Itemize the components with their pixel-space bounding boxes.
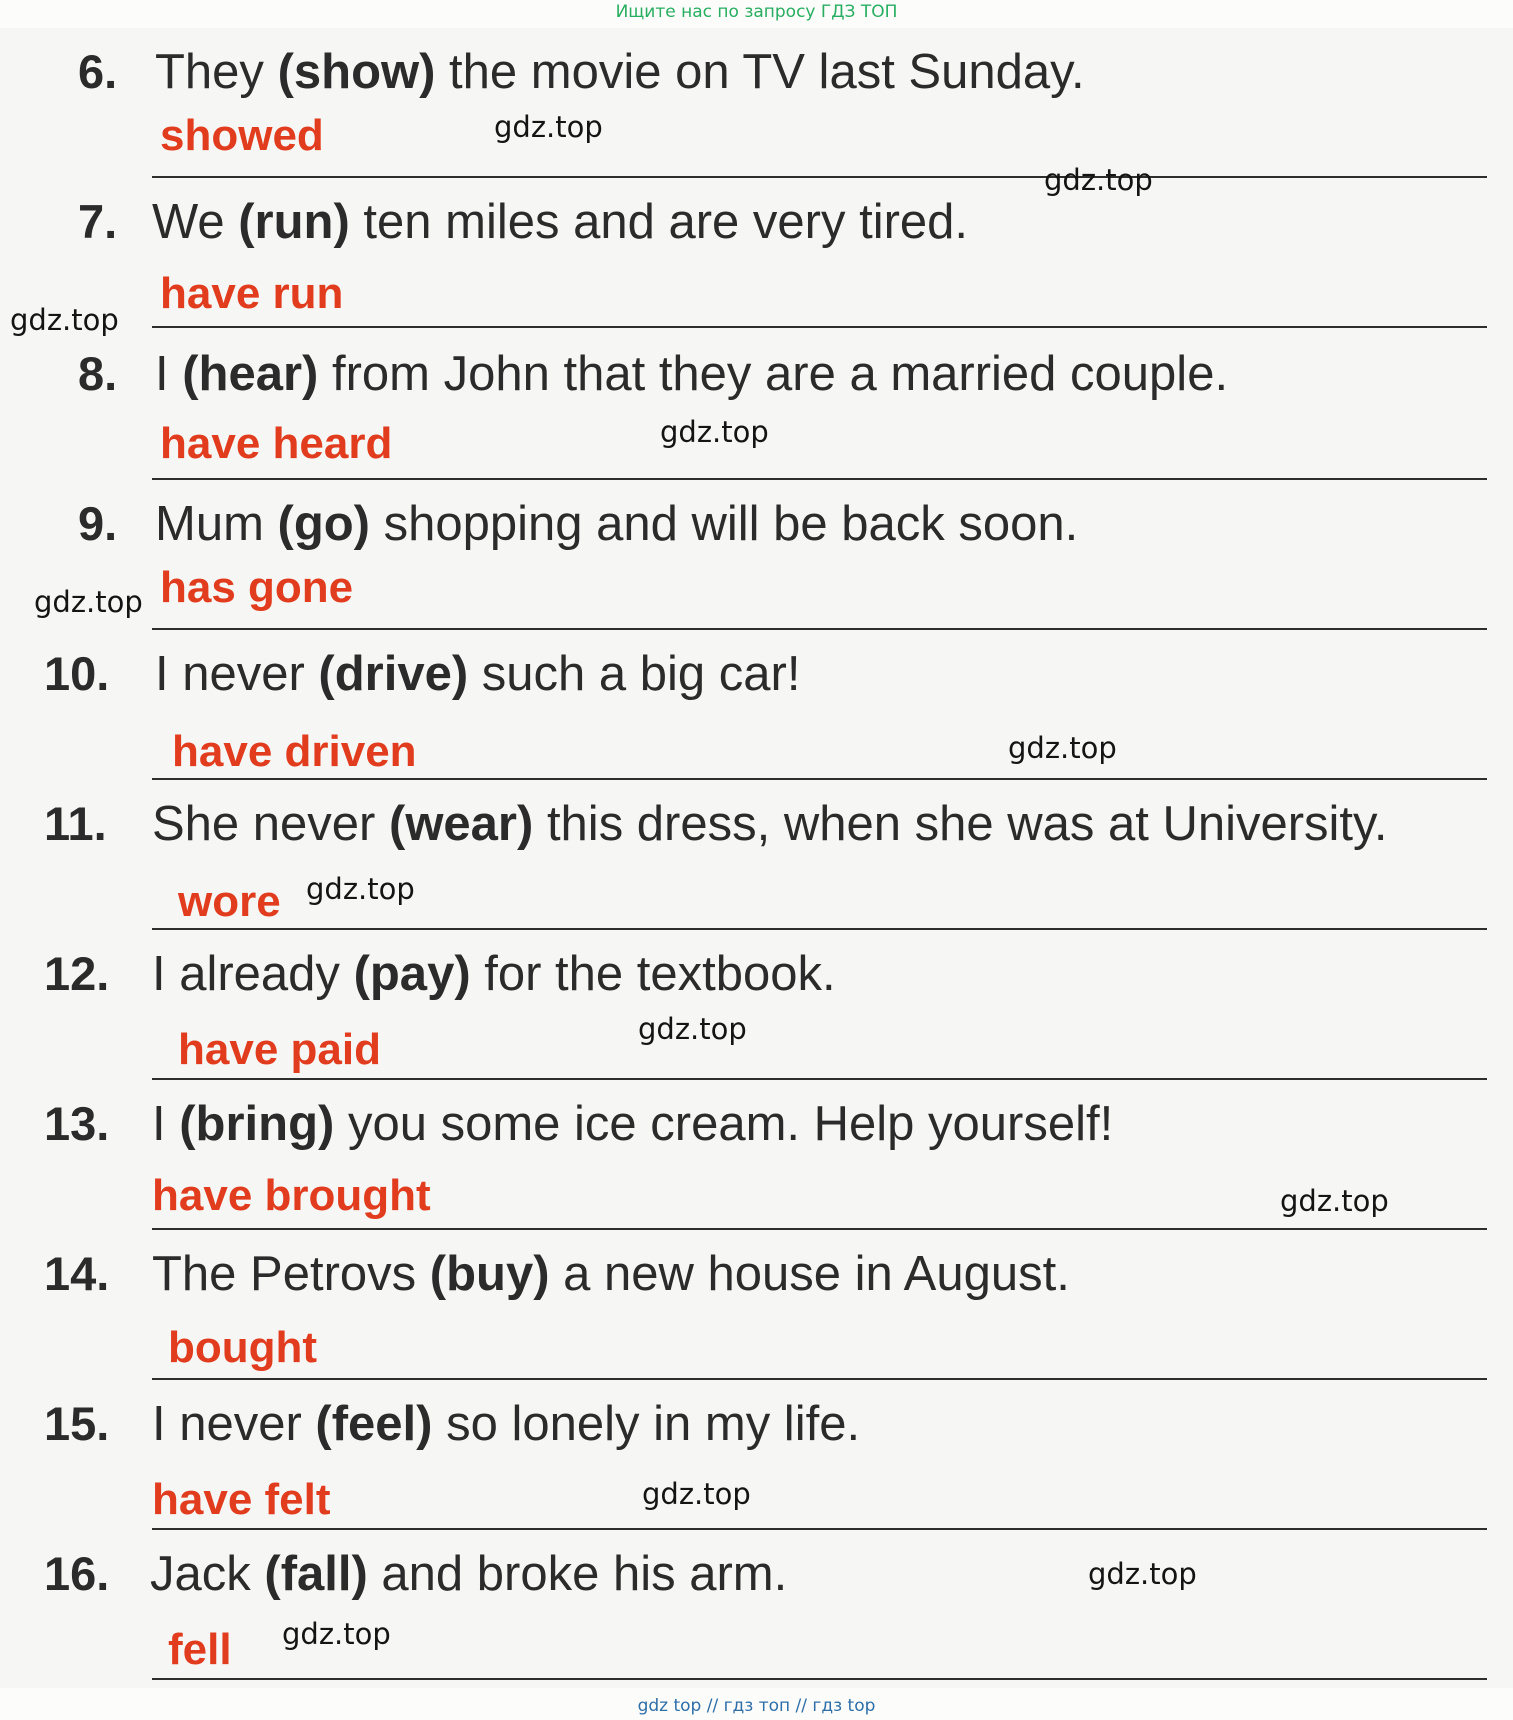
- answer-line: [152, 326, 1487, 328]
- sentence-end: the movie on TV last Sunday.: [435, 45, 1085, 99]
- verb-prompt: (run): [238, 195, 350, 249]
- answer-text: have driven: [172, 727, 417, 776]
- verb-prompt: (show): [277, 45, 436, 99]
- search-banner: Ищите нас по запросу ГДЗ ТОП: [615, 2, 898, 22]
- watermark: gdz.top: [494, 110, 603, 144]
- item-number: 12.: [44, 947, 110, 1000]
- answer-text: have felt: [152, 1475, 331, 1524]
- sentence-start: They: [155, 45, 278, 99]
- item-number: 14.: [44, 1247, 110, 1300]
- verb-prompt: (pay): [353, 947, 471, 1001]
- answer-line: [152, 778, 1487, 780]
- verb-prompt: (go): [277, 497, 370, 551]
- sentence-start: Mum: [155, 497, 278, 551]
- verb-prompt: (buy): [429, 1247, 550, 1301]
- item-number: 6.: [78, 45, 118, 98]
- item-sentence: [152, 947, 836, 1001]
- answer-text: have heard: [160, 419, 393, 468]
- answer-text: fell: [168, 1625, 232, 1674]
- sentence-start: I: [155, 347, 183, 401]
- sentence-start: Jack: [150, 1547, 265, 1601]
- item-number: 11.: [44, 797, 107, 850]
- item-sentence: [155, 347, 1229, 401]
- sentence-end: you some ice cream. Help yourself!: [334, 1097, 1114, 1151]
- item-sentence: [152, 1097, 1114, 1151]
- sentence-start: I already: [152, 947, 354, 1001]
- answer-text: has gone: [160, 563, 354, 612]
- item-number: 13.: [44, 1097, 110, 1150]
- sentence-start: I: [152, 1097, 180, 1151]
- answer-text: have brought: [152, 1171, 431, 1220]
- sentence-end: and broke his arm.: [367, 1547, 788, 1601]
- answer-text: wore: [178, 877, 281, 926]
- watermark: gdz.top: [10, 303, 119, 337]
- sentence-end: this dress, when she was at University.: [533, 797, 1388, 851]
- item-number: 7.: [78, 195, 118, 248]
- sentence-start: The Petrovs: [152, 1247, 430, 1301]
- answer-line: [152, 176, 1487, 178]
- sentence-end: a new house in August.: [549, 1247, 1070, 1301]
- sentence-start: She never: [152, 797, 389, 851]
- watermark: gdz.top: [1044, 163, 1153, 197]
- item-number: 8.: [78, 347, 118, 400]
- answer-line: [152, 478, 1487, 480]
- sentence-end: from John that they are a married couple.: [318, 347, 1229, 401]
- sentence-start: I never: [152, 1397, 316, 1451]
- sentence-end: shopping and will be back soon.: [370, 497, 1079, 551]
- answer-line: [152, 628, 1487, 630]
- verb-prompt: (wear): [389, 797, 534, 851]
- item-number: 16.: [44, 1547, 110, 1600]
- answer-line: [152, 1078, 1487, 1080]
- answer-text: have run: [160, 269, 344, 318]
- watermark: gdz.top: [306, 872, 415, 906]
- item-sentence: [155, 497, 1079, 551]
- sentence-end: ten miles and are very tired.: [349, 195, 969, 249]
- item-number: 15.: [44, 1397, 110, 1450]
- sentence-end: so lonely in my life.: [432, 1397, 861, 1451]
- answer-line: [152, 1228, 1487, 1230]
- watermark: gdz.top: [1088, 1557, 1197, 1591]
- sentence-start: I never: [155, 647, 319, 701]
- verb-prompt: (bring): [179, 1097, 335, 1151]
- answer-text: showed: [160, 111, 324, 160]
- verb-prompt: (feel): [315, 1397, 433, 1451]
- sentence-end: for the textbook.: [470, 947, 836, 1001]
- item-sentence: [152, 1397, 861, 1451]
- watermark: gdz.top: [34, 585, 143, 619]
- item-number: 10.: [44, 647, 110, 700]
- watermark: gdz.top: [282, 1617, 391, 1651]
- answer-line: [152, 928, 1487, 930]
- answer-line: [152, 1378, 1487, 1380]
- watermark: gdz.top: [1008, 731, 1117, 765]
- answer-text: have paid: [178, 1025, 381, 1074]
- item-sentence: [152, 1247, 1070, 1301]
- answer-text: bought: [168, 1323, 318, 1372]
- item-sentence: [150, 1547, 788, 1601]
- sentence-end: such a big car!: [468, 647, 801, 701]
- verb-prompt: (drive): [318, 647, 469, 701]
- watermark: gdz.top: [642, 1477, 751, 1511]
- verb-prompt: (fall): [264, 1547, 368, 1601]
- watermark: gdz.top: [660, 415, 769, 449]
- item-sentence: [155, 647, 801, 701]
- verb-prompt: (hear): [182, 347, 319, 401]
- watermark: gdz.top: [1280, 1184, 1389, 1218]
- item-sentence: [152, 195, 969, 249]
- item-sentence: [155, 45, 1085, 99]
- item-number: 9.: [78, 497, 118, 550]
- footer-links: gdz top // гдз топ // гдз top: [637, 1696, 876, 1716]
- answer-line: [152, 1678, 1487, 1680]
- item-sentence: [152, 797, 1388, 851]
- sentence-start: We: [152, 195, 239, 249]
- answer-line: [152, 1528, 1487, 1530]
- watermark: gdz.top: [638, 1012, 747, 1046]
